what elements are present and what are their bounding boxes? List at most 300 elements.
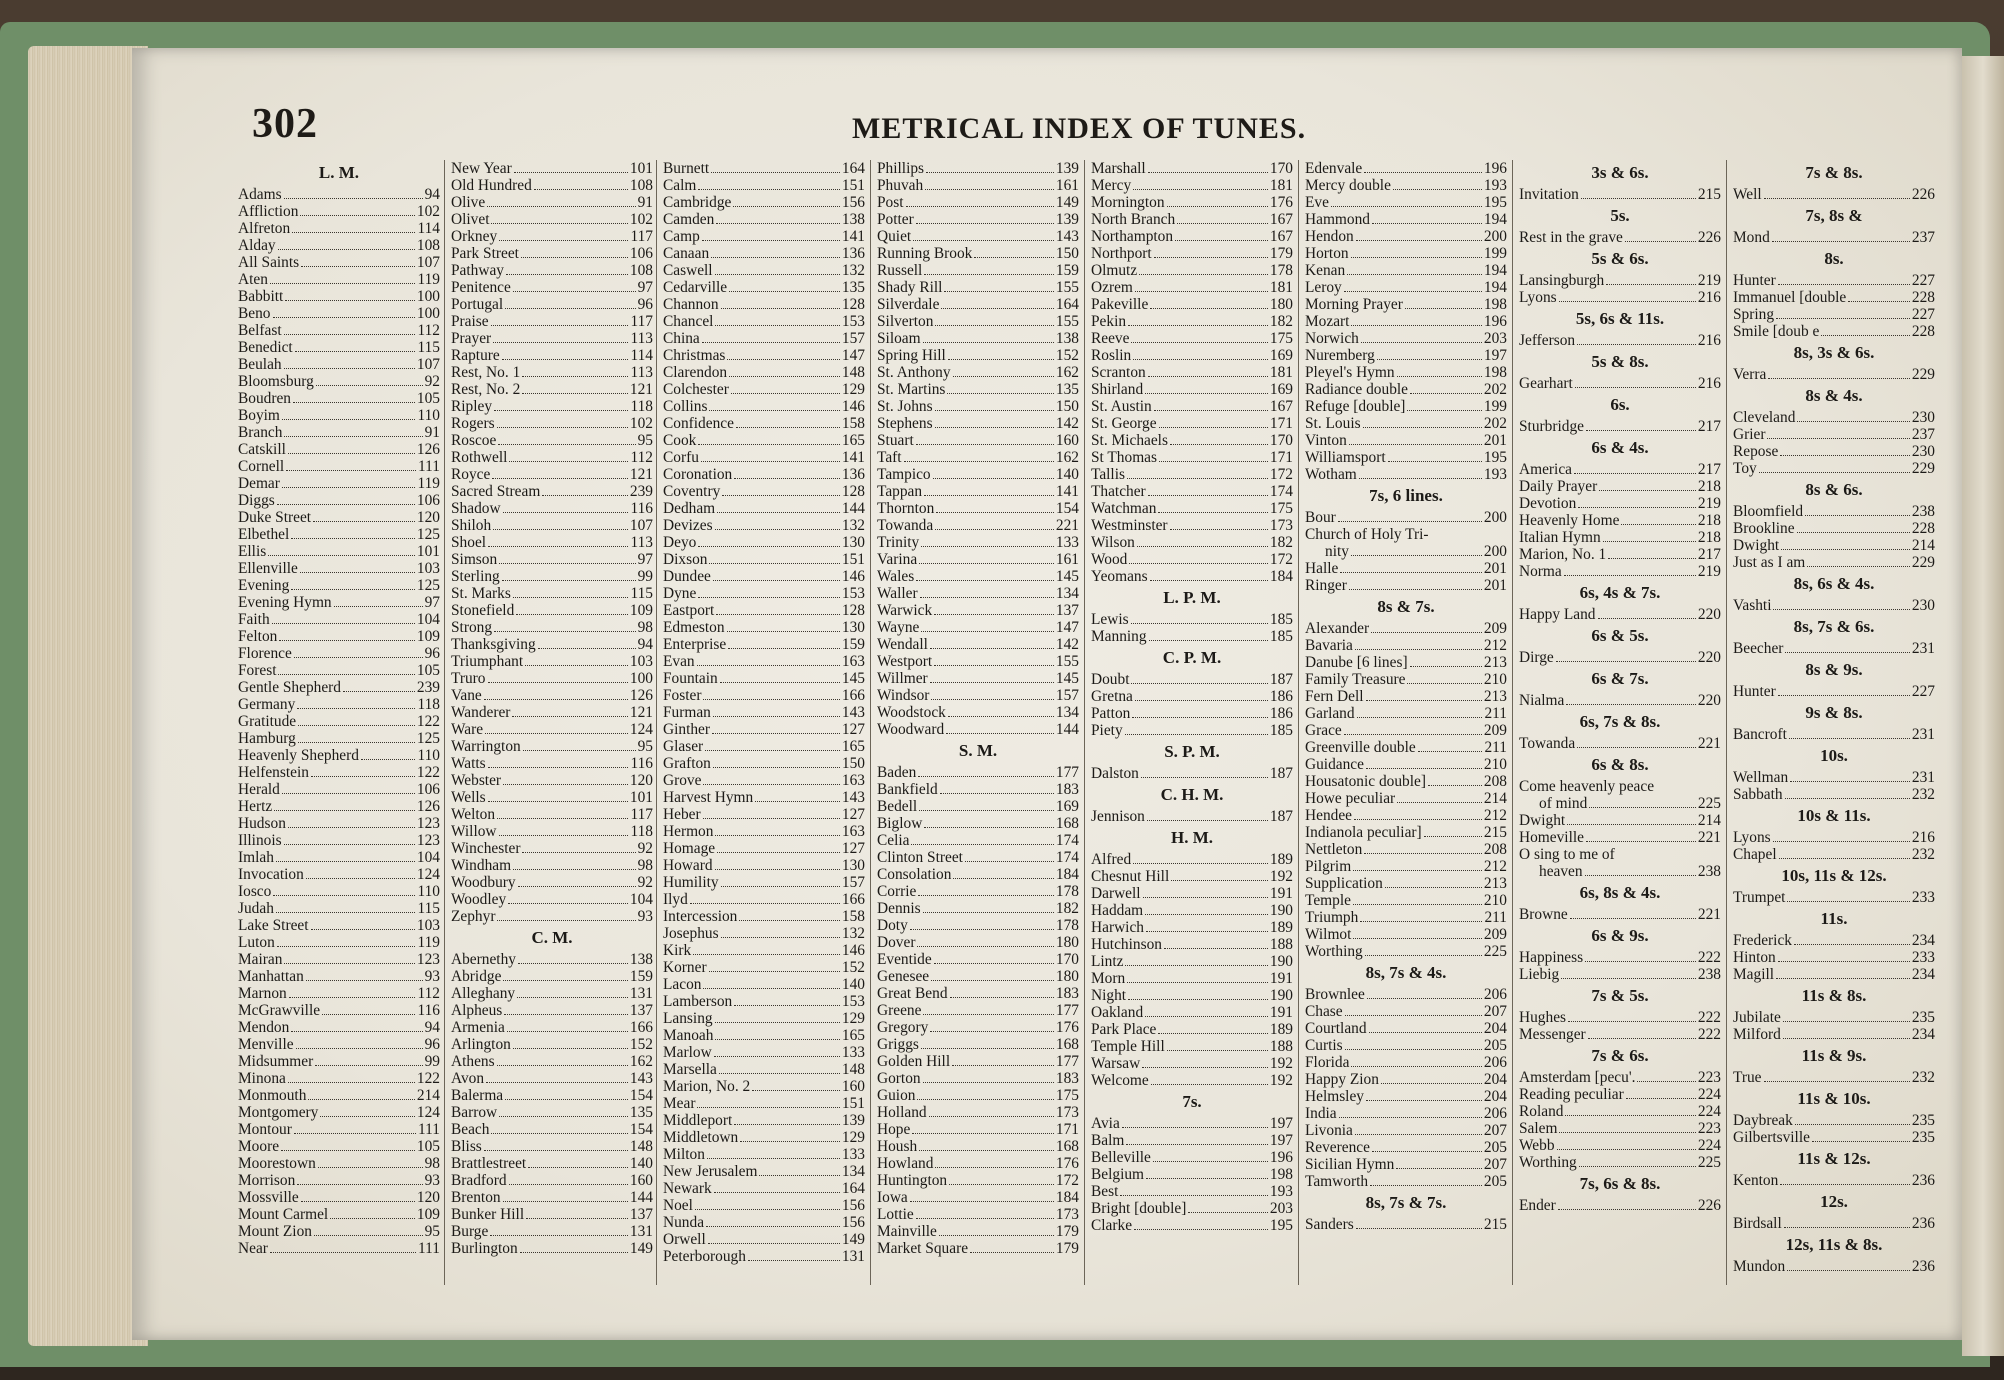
- tune-entry: [1519, 795, 1721, 812]
- dot-leader: [912, 1133, 1054, 1134]
- tune-entry: [1733, 786, 1935, 803]
- tune-page-number: 174: [1055, 832, 1079, 849]
- tune-name: Evening Hymn: [238, 594, 332, 611]
- tune-entry: [1305, 330, 1507, 347]
- meter-heading: S. P. M.: [1164, 742, 1220, 761]
- tune-page-number: 218: [1697, 529, 1721, 546]
- tune-entry: [451, 619, 653, 636]
- dot-leader: [1148, 172, 1268, 173]
- tune-name: Zephyr: [451, 908, 496, 925]
- tune-name: Eve: [1305, 194, 1329, 211]
- tune-entry: [1305, 577, 1507, 594]
- tune-page-number: 134: [1055, 585, 1079, 602]
- tune-page-number: 135: [841, 279, 865, 296]
- tune-name: Towanda: [1519, 735, 1576, 752]
- dot-leader: [298, 725, 415, 726]
- index-column-8: [1726, 160, 1939, 1285]
- tune-page-number: 144: [841, 500, 865, 517]
- dot-leader: [1405, 308, 1482, 309]
- tune-page-number: 220: [1697, 606, 1721, 623]
- dot-leader: [1158, 512, 1267, 513]
- tune-page-number: 189: [1269, 1021, 1293, 1038]
- dot-leader: [1154, 257, 1268, 258]
- tune-page-number: 184: [1269, 568, 1293, 585]
- tune-page-number: 171: [1269, 415, 1293, 432]
- tune-entry: [1519, 418, 1721, 435]
- tune-name: Catskill: [238, 441, 286, 458]
- tune-entry: [1519, 495, 1721, 512]
- dot-leader: [934, 665, 1054, 666]
- tune-page-number: 217: [1697, 461, 1721, 478]
- dot-leader: [720, 682, 840, 683]
- tune-name: Grace: [1305, 722, 1342, 739]
- dot-leader: [318, 1167, 423, 1168]
- tune-entry: [238, 407, 440, 424]
- tune-page-number: 101: [629, 789, 653, 806]
- tune-name: Avia: [1091, 1115, 1120, 1132]
- tune-page-number: 196: [1483, 313, 1507, 330]
- tune-entry: [663, 1027, 865, 1044]
- dot-leader: [1175, 240, 1268, 241]
- tune-name: Wayne: [877, 619, 920, 636]
- tune-entry: [238, 900, 440, 917]
- tune-entry: [1091, 671, 1293, 688]
- dot-leader: [1586, 430, 1696, 431]
- tune-entry: [1305, 432, 1507, 449]
- dot-leader: [301, 266, 415, 267]
- tune-name: Daybreak: [1733, 1112, 1793, 1129]
- tune-name: Warsaw: [1091, 1055, 1141, 1072]
- tune-page-number: 228: [1911, 323, 1935, 340]
- tune-name: Gentle Shepherd: [238, 679, 342, 696]
- dot-leader: [1385, 887, 1482, 888]
- tune-entry: [238, 458, 440, 475]
- tune-page-number: 98: [424, 1155, 440, 1172]
- dot-leader: [1170, 444, 1268, 445]
- tune-entry: [238, 1104, 440, 1121]
- tune-entry: [877, 1121, 1079, 1138]
- tune-entry: [877, 160, 1079, 177]
- tune-name: Temple Hill: [1091, 1038, 1165, 1055]
- dot-leader: [288, 1082, 415, 1083]
- tune-name: Old Hundred: [451, 177, 532, 194]
- dot-leader: [1566, 704, 1696, 705]
- dot-leader: [1366, 700, 1482, 701]
- tune-entry: [1305, 943, 1507, 960]
- tune-name: Messenger: [1519, 1026, 1586, 1043]
- dot-leader: [1407, 410, 1481, 411]
- tune-page-number: 154: [629, 1087, 653, 1104]
- tune-name: Yeomans: [1091, 568, 1148, 585]
- tune-page-number: 105: [416, 390, 440, 407]
- tune-name: Immanuel [double: [1733, 289, 1847, 306]
- dot-leader: [1167, 1050, 1268, 1051]
- tune-page-number: 132: [841, 925, 865, 942]
- tune-page-number: 112: [630, 449, 653, 466]
- tune-page-number: 107: [416, 356, 440, 373]
- tune-name: Channon: [663, 296, 719, 313]
- tune-name: Evening: [238, 577, 290, 594]
- dot-leader: [706, 1226, 840, 1227]
- tune-page-number: 194: [1483, 211, 1507, 228]
- tune-page-number: 103: [416, 917, 440, 934]
- dot-leader: [935, 529, 1054, 530]
- dot-leader: [1778, 284, 1910, 285]
- tune-name: Corfu: [663, 449, 699, 466]
- tune-page-number: 99: [424, 1053, 440, 1070]
- tune-page-number: 151: [841, 177, 865, 194]
- dot-leader: [952, 1065, 1054, 1066]
- tune-name: Benedict: [238, 339, 293, 356]
- tune-page-number: 202: [1483, 381, 1507, 398]
- dot-leader: [311, 776, 415, 777]
- tune-page-number: 93: [424, 1172, 440, 1189]
- tune-name: Moorestown: [238, 1155, 316, 1172]
- tune-entry: [663, 925, 865, 942]
- tune-page-number: 119: [417, 934, 440, 951]
- dot-leader: [740, 1141, 840, 1142]
- tune-name: Cambridge: [663, 194, 732, 211]
- meter-heading: H. M.: [1170, 828, 1214, 847]
- tune-page-number: 155: [1055, 279, 1079, 296]
- tune-page-number: 100: [629, 670, 653, 687]
- dot-leader: [935, 410, 1054, 411]
- tune-name: Mercy: [1091, 177, 1132, 194]
- tune-page-number: 181: [1269, 279, 1293, 296]
- dot-leader: [1776, 318, 1910, 319]
- dot-leader: [514, 172, 628, 173]
- tune-entry: [663, 449, 865, 466]
- tune-name: Iosco: [238, 883, 272, 900]
- dot-leader: [931, 980, 1054, 981]
- dot-leader: [697, 665, 840, 666]
- dot-leader: [512, 716, 627, 717]
- tune-name: Brenton: [451, 1189, 501, 1206]
- tune-page-number: 178: [1269, 262, 1293, 279]
- tune-page-number: 173: [1269, 517, 1293, 534]
- dot-leader: [1367, 998, 1482, 999]
- tune-page-number: 135: [1055, 381, 1079, 398]
- dot-leader: [705, 750, 840, 751]
- tune-name: Marsella: [663, 1061, 717, 1078]
- tune-name: Dirge: [1519, 649, 1554, 666]
- tune-entry: [663, 585, 865, 602]
- tune-name: Sanders: [1305, 1216, 1354, 1233]
- tune-page-number: 147: [1055, 619, 1079, 636]
- tune-entry: [451, 985, 653, 1002]
- tune-entry: [663, 1214, 865, 1231]
- tune-name: Clarke: [1091, 1217, 1133, 1234]
- tune-page-number: 145: [841, 670, 865, 687]
- tune-name: Temple: [1305, 892, 1351, 909]
- tune-page-number: 192: [1269, 1055, 1293, 1072]
- tune-page-number: 177: [1055, 1002, 1079, 1019]
- tune-name: Camp: [663, 228, 700, 245]
- meter-heading: 8s & 9s.: [1805, 660, 1863, 679]
- dot-leader: [1821, 335, 1910, 336]
- tune-page-number: 160: [1055, 432, 1079, 449]
- tune-name: Portugal: [451, 296, 504, 313]
- tune-name: Night: [1091, 987, 1127, 1004]
- tune-page-number: 184: [1055, 1189, 1079, 1206]
- tune-name: Watchman: [1091, 500, 1157, 517]
- tune-name: Cornell: [238, 458, 285, 475]
- tune-page-number: 119: [417, 475, 440, 492]
- tune-page-number: 94: [424, 186, 440, 203]
- tune-entry: [877, 534, 1079, 551]
- tune-entry: [451, 1087, 653, 1104]
- dot-leader: [1142, 1067, 1268, 1068]
- tune-page-number: 143: [1055, 228, 1079, 245]
- tune-entry: [451, 670, 653, 687]
- tune-name: Demar: [238, 475, 280, 492]
- tune-name: Nunda: [663, 1214, 705, 1231]
- dot-leader: [491, 1133, 627, 1134]
- tune-entry: [1305, 211, 1507, 228]
- tune-page-number: 213: [1483, 875, 1507, 892]
- tune-entry: [1305, 415, 1507, 432]
- tune-name: Imlah: [238, 849, 274, 866]
- dot-leader: [759, 1175, 839, 1176]
- tune-name: Nuremberg: [1305, 347, 1375, 364]
- meter-heading: 11s & 10s.: [1797, 1089, 1871, 1108]
- tune-page-number: 125: [416, 577, 440, 594]
- tune-entry: [238, 1053, 440, 1070]
- dot-leader: [1125, 965, 1267, 966]
- tune-page-number: 130: [841, 534, 865, 551]
- dot-leader: [1151, 1084, 1268, 1085]
- dot-leader: [1360, 921, 1482, 922]
- tune-entry: [1091, 466, 1293, 483]
- tune-entry: [451, 1155, 653, 1172]
- dot-leader: [1608, 558, 1696, 559]
- tune-entry: [238, 1206, 440, 1223]
- dot-leader: [1177, 223, 1268, 224]
- tune-page-number: 118: [630, 823, 653, 840]
- tune-page-number: 103: [416, 560, 440, 577]
- tune-name: Livonia: [1305, 1122, 1353, 1139]
- dot-leader: [513, 869, 636, 870]
- tune-entry: [1733, 932, 1935, 949]
- tune-entry: [663, 806, 865, 823]
- tune-page-number: 163: [841, 653, 865, 670]
- tune-page-number: 149: [841, 1231, 865, 1248]
- tune-page-number: 229: [1911, 366, 1935, 383]
- dot-leader: [1778, 695, 1910, 696]
- tune-name: Horton: [1305, 245, 1349, 262]
- dot-leader: [1159, 427, 1268, 428]
- tune-entry: [1519, 829, 1721, 846]
- dot-leader: [1407, 683, 1481, 684]
- tune-page-number: 210: [1483, 892, 1507, 909]
- tune-page-number: 195: [1483, 449, 1507, 466]
- tune-name: Howe peculiar: [1305, 790, 1396, 807]
- tune-name: Magill: [1733, 966, 1775, 983]
- tune-name: Woodley: [451, 891, 507, 908]
- dot-leader: [1790, 781, 1910, 782]
- tune-page-number: 124: [416, 1104, 440, 1121]
- tune-name: Mozart: [1305, 313, 1350, 330]
- dot-leader: [728, 648, 840, 649]
- dot-leader: [499, 835, 629, 836]
- tune-entry: [1733, 366, 1935, 383]
- tune-entry: [451, 1172, 653, 1189]
- tune-entry: [238, 203, 440, 220]
- dot-leader: [1784, 1227, 1910, 1228]
- tune-entry: [877, 704, 1079, 721]
- tune-name: Haddam: [1091, 902, 1144, 919]
- tune-name: Sicilian Hymn: [1305, 1156, 1395, 1173]
- dot-leader: [505, 308, 635, 309]
- dot-leader: [713, 767, 840, 768]
- tune-entry: [877, 866, 1079, 883]
- tune-page-number: 103: [629, 653, 653, 670]
- tune-entry: [1091, 398, 1293, 415]
- dot-leader: [521, 257, 628, 258]
- tune-entry: [451, 228, 653, 245]
- tune-entry: [1305, 1216, 1507, 1233]
- tune-name: Reverence: [1305, 1139, 1370, 1156]
- tune-entry: [1091, 688, 1293, 705]
- dot-leader: [278, 249, 415, 250]
- dot-leader: [279, 640, 415, 641]
- tune-entry: [1305, 1054, 1507, 1071]
- tune-name: Vane: [451, 687, 482, 704]
- tune-page-number: 95: [424, 1223, 440, 1240]
- dot-leader: [273, 317, 415, 318]
- tune-page-number: 97: [637, 551, 653, 568]
- tune-name: Lansing: [663, 1010, 713, 1027]
- tune-name: Towanda: [877, 517, 934, 534]
- tune-name: Hamburg: [238, 730, 296, 747]
- tune-page-number: 196: [1269, 1149, 1293, 1166]
- tune-entry: [663, 772, 865, 789]
- tune-page-number: 207: [1483, 1156, 1507, 1173]
- tune-entry: [451, 789, 653, 806]
- tune-entry: [451, 840, 653, 857]
- tune-name: Taft: [877, 449, 902, 466]
- dot-leader: [713, 716, 840, 717]
- tune-entry: [451, 449, 653, 466]
- tune-entry: [238, 951, 440, 968]
- tune-page-number: 234: [1911, 966, 1935, 983]
- tune-page-number: 137: [1055, 602, 1079, 619]
- dot-leader: [513, 1048, 628, 1049]
- tune-name: of mind: [1539, 795, 1588, 812]
- tune-name: Bavaria: [1305, 637, 1353, 654]
- dot-leader: [1356, 240, 1482, 241]
- tune-name: Gretna: [1091, 688, 1133, 705]
- tune-name: Iowa: [877, 1189, 908, 1206]
- index-column-4: [870, 160, 1083, 1285]
- tune-name: Scranton: [1091, 364, 1146, 381]
- tune-page-number: 200: [1483, 543, 1507, 560]
- tune-page-number: 211: [1484, 739, 1507, 756]
- tune-name: Shirland: [1091, 381, 1144, 398]
- dot-leader: [715, 835, 839, 836]
- tune-name: Norwich: [1305, 330, 1359, 347]
- tune-entry: [663, 602, 865, 619]
- tune-name: Roslin: [1091, 347, 1132, 364]
- dot-leader: [1410, 666, 1482, 667]
- tune-name: Wilmot: [1305, 926, 1352, 943]
- tune-page-number: 197: [1269, 1115, 1293, 1132]
- dot-leader: [918, 776, 1054, 777]
- tune-name: Greenville double: [1305, 739, 1416, 756]
- tune-name: Adams: [238, 186, 282, 203]
- tune-entry: [663, 245, 865, 262]
- tune-entry: [1091, 245, 1293, 262]
- dot-leader: [1147, 820, 1268, 821]
- tune-name: Grafton: [663, 755, 711, 772]
- tune-page-number: 108: [629, 177, 653, 194]
- tune-entry: [238, 849, 440, 866]
- tune-entry: [451, 891, 653, 908]
- tune-name: Northport: [1091, 245, 1152, 262]
- dot-leader: [1589, 807, 1696, 808]
- tune-page-number: 175: [1055, 1087, 1079, 1104]
- tune-name: Hermon: [663, 823, 714, 840]
- dot-leader: [1598, 618, 1696, 619]
- tune-name: Camden: [663, 211, 715, 228]
- meter-heading: 7s & 6s.: [1591, 1046, 1649, 1065]
- dot-leader: [502, 580, 636, 581]
- tune-name: Humility: [663, 874, 719, 891]
- tune-name: Housatonic double]: [1305, 773, 1426, 790]
- tune-entry: [1305, 279, 1507, 296]
- tune-entry: [663, 279, 865, 296]
- tune-name: Heavenly Shepherd: [238, 747, 359, 764]
- tune-page-number: 107: [629, 517, 653, 534]
- tune-name: Beach: [451, 1121, 490, 1138]
- tune-entry: [1305, 381, 1507, 398]
- tune-page-number: 227: [1911, 306, 1935, 323]
- tune-name: Alpheus: [451, 1002, 503, 1019]
- tune-entry: [451, 968, 653, 985]
- dot-leader: [1154, 410, 1268, 411]
- tune-entry: [663, 1095, 865, 1112]
- dot-leader: [509, 461, 628, 462]
- tune-page-number: 152: [1055, 347, 1079, 364]
- dot-leader: [1558, 1209, 1696, 1210]
- dot-leader: [281, 1150, 415, 1151]
- tune-entry: [1091, 1004, 1293, 1021]
- dot-leader: [904, 461, 1054, 462]
- tune-page-number: 201: [1483, 577, 1507, 594]
- meter-heading: 10s.: [1820, 746, 1848, 765]
- tune-name: Waller: [877, 585, 918, 602]
- tune-page-number: 171: [1055, 1121, 1079, 1138]
- tune-name: Amsterdam [pecu'.: [1519, 1069, 1636, 1086]
- tune-page-number: 100: [416, 288, 440, 305]
- tune-page-number: 104: [416, 849, 440, 866]
- tune-entry: [1091, 551, 1293, 568]
- tune-name: St. Anthony: [877, 364, 951, 381]
- tune-page-number: 200: [1483, 509, 1507, 526]
- tune-entry: [1305, 364, 1507, 381]
- tune-page-number: 110: [417, 883, 440, 900]
- tune-page-number: 153: [841, 993, 865, 1010]
- tune-entry: [1305, 705, 1507, 722]
- dot-leader: [1381, 1083, 1482, 1084]
- dot-leader: [1353, 904, 1482, 905]
- tune-name: Marion, No. 1: [1519, 546, 1607, 563]
- tune-page-number: 176: [1269, 194, 1293, 211]
- tune-entry: [877, 764, 1079, 781]
- tune-entry: [877, 1138, 1079, 1155]
- tune-entry: [877, 670, 1079, 687]
- dot-leader: [1371, 632, 1482, 633]
